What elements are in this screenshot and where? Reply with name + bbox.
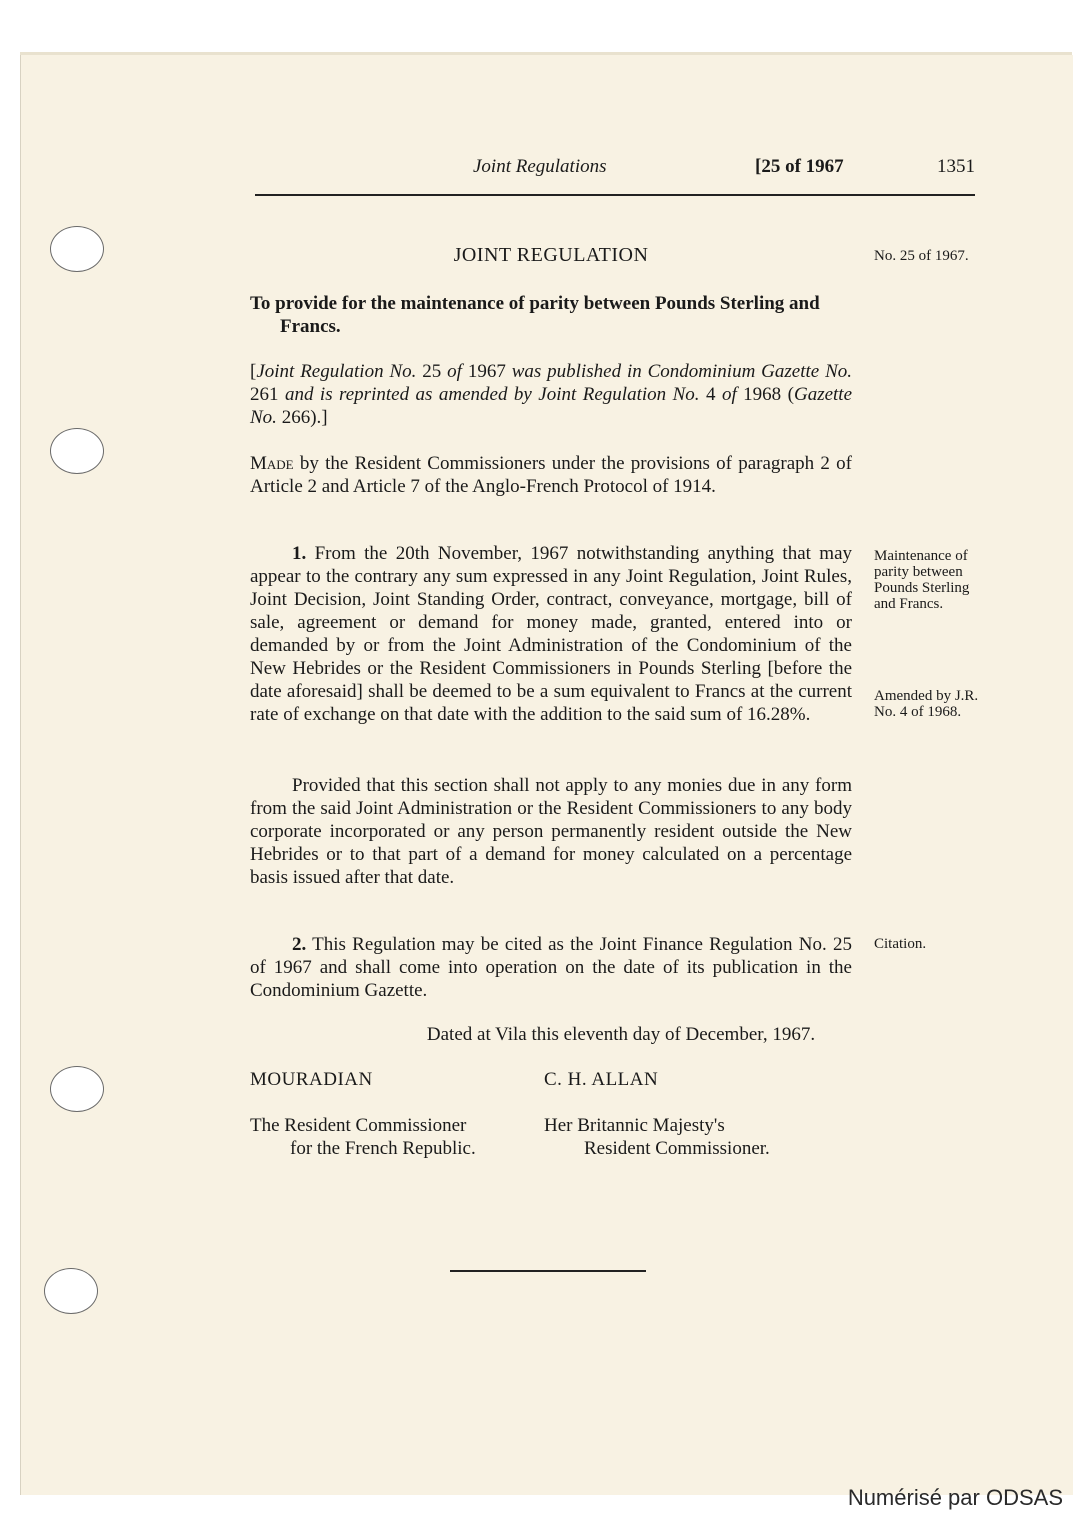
pub-text: was published in Condominium Gazette No. bbox=[511, 361, 853, 382]
title-line: The Resident Commissioner bbox=[250, 1115, 467, 1136]
pub-text: [ bbox=[250, 361, 257, 382]
pub-text: of bbox=[447, 361, 462, 382]
section-text: This Regulation may be cited as the Joint Finance Regulation No. 25 of 1967 and shall come into operation on the date of its publication in the Condominium Gazette. bbox=[250, 934, 852, 1001]
punch-hole bbox=[50, 226, 104, 272]
regulation-heading: JOINT REGULATION bbox=[453, 244, 649, 266]
enacting-lead: Made bbox=[250, 453, 294, 474]
margin-note-citation: Citation. bbox=[874, 936, 927, 952]
pub-text: 25 bbox=[416, 361, 448, 382]
running-title: Joint Regulations bbox=[473, 156, 607, 177]
pub-text: 4 bbox=[699, 384, 722, 405]
title-line: Her Britannic Majesty's bbox=[544, 1115, 725, 1136]
publication-note bbox=[250, 360, 852, 429]
margin-note-number: No. 25 of 1967. bbox=[874, 248, 969, 264]
scan-watermark: Numérisé par ODSAS bbox=[847, 1485, 1063, 1510]
enacting-clause bbox=[250, 452, 852, 498]
punch-hole bbox=[44, 1268, 98, 1314]
section-number: 2. bbox=[292, 934, 307, 955]
pub-text: 266).] bbox=[276, 407, 328, 428]
margin-note-maintenance: Maintenance of parity between Pounds Sterling and Francs. bbox=[874, 548, 970, 612]
signatory-british-title bbox=[544, 1114, 770, 1160]
section-number: 1. bbox=[292, 543, 307, 564]
running-header bbox=[255, 156, 975, 182]
page-number: 1351 bbox=[937, 156, 975, 177]
pub-text: 1968 ( bbox=[736, 384, 794, 405]
proviso: Provided that this section shall not apply to any monies due in any form from the said Joint Administration or the Resident Commissioners to any body corporate incorporated or any person permanently resident outside the New Hebrides or to that part of a demand for money calculated on a percentage basis issued after that date. bbox=[250, 775, 852, 888]
pub-text: of bbox=[721, 384, 737, 405]
dated-line: Dated at Vila this eleventh day of December, 1967. bbox=[426, 1024, 816, 1045]
pub-text: Joint Regulation No. bbox=[256, 361, 417, 382]
title-line: for the French Republic. bbox=[290, 1138, 476, 1159]
punch-hole bbox=[50, 428, 104, 474]
section-1 bbox=[250, 542, 852, 726]
signatory-british: C. H. ALLAN bbox=[544, 1069, 659, 1090]
end-rule bbox=[450, 1270, 646, 1272]
title-line: Resident Commissioner. bbox=[584, 1138, 770, 1159]
signatory-french-title bbox=[250, 1114, 476, 1160]
section-text: From the 20th November, 1967 notwithstanding anything that may appear to the contrary any sum expressed in any Joint Regulation, Joint Rules, Joint Decision, Joint Standing Order, contract, conveyance, mortgage, bill of sale, agreement or demand for money made, granted, entered into or demanded by or from the Joint Administration of the Condominium of the New Hebrides or the Resident Commissioners in Pounds Sterling [before the date aforesaid] shall be deemed to be a sum equivalent to Francs at the current rate of exchange on that date with the addition to the said sum of 16.28%. bbox=[250, 543, 852, 725]
punch-hole bbox=[50, 1066, 104, 1112]
pub-text: 261 bbox=[250, 384, 285, 405]
section-2 bbox=[250, 933, 852, 1002]
pub-text: and is reprinted as amended by Joint Regulation No. bbox=[284, 384, 700, 405]
pub-text: 1967 bbox=[461, 361, 512, 382]
signatory-french: MOURADIAN bbox=[250, 1069, 373, 1090]
header-rule bbox=[255, 194, 975, 196]
act-reference: [25 of 1967 bbox=[755, 156, 844, 177]
regulation-purpose: To provide for the maintenance of parity between Pounds Sterling and Francs. bbox=[250, 293, 820, 337]
pub-text: Gazette No. bbox=[250, 384, 853, 428]
margin-note-amended: Amended by J.R. No. 4 of 1968. bbox=[874, 688, 979, 720]
enacting-text: by the Resident Commissioners under the provisions of paragraph 2 of Article 2 and Article 7 of the Anglo-French Protocol of 1914. bbox=[250, 453, 852, 497]
